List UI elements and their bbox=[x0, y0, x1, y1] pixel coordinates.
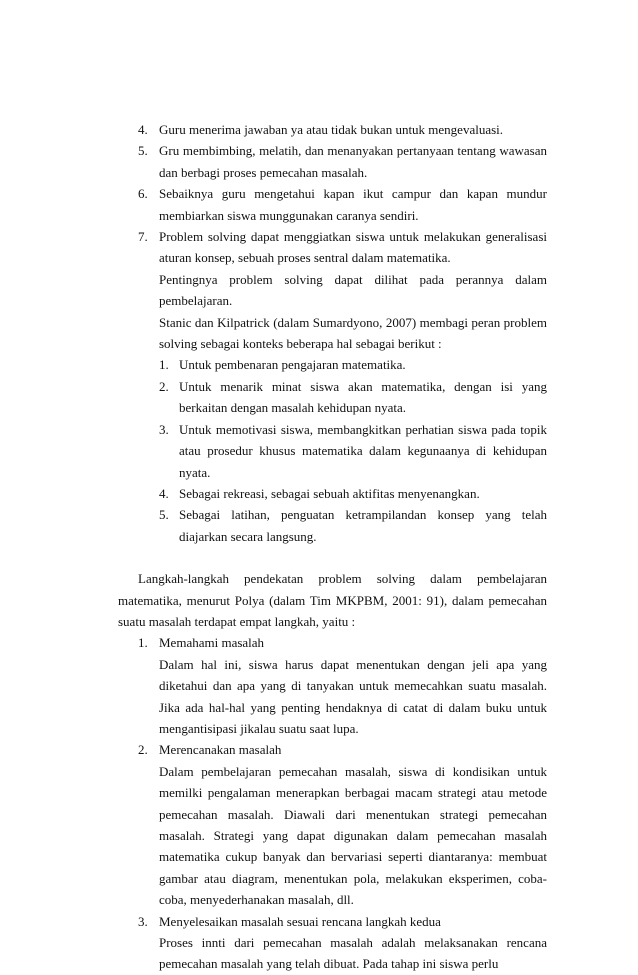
problem-solving-role-list bbox=[159, 354, 547, 547]
list-item bbox=[159, 376, 547, 419]
list-item bbox=[118, 119, 547, 140]
list-text: Sebagai latihan, penguatan ketrampilandan konsep yang telah diajarkan secara langsung. bbox=[179, 507, 547, 544]
step-number: 2. bbox=[138, 742, 148, 758]
list-text: Sebaiknya guru mengetahui kapan ikut campur dan kapan mundur membiarkan siswa munggunakan caranya sendiri. bbox=[159, 186, 547, 223]
step-title: Memahami masalah bbox=[159, 635, 265, 651]
list-text: Sebagai rekreasi, sebagai sebuah aktifitas menyenangkan. bbox=[179, 485, 480, 501]
paragraph-langkah: Langkah-langkah pendekatan problem solving dalam pembelajaran matematika, menurut Polya (dalam Tim MKPBM, 2001: 91), dalam pemecahan suatu masalah terdapat empat langkah, yaitu : bbox=[118, 571, 547, 629]
list-number: 4. bbox=[159, 485, 169, 501]
step-body: Proses innti dari pemecahan masalah adalah melaksanakan rencana pemecahan masalah yang telah dibuat. Pada tahap ini siswa perlu bbox=[159, 935, 547, 972]
list-item bbox=[159, 419, 547, 483]
list-number: 6. bbox=[138, 186, 148, 202]
list-number: 3. bbox=[159, 421, 169, 437]
step-item bbox=[118, 911, 547, 975]
list-number: 7. bbox=[138, 229, 148, 245]
list-item bbox=[159, 354, 547, 375]
list-number: 5. bbox=[159, 507, 169, 523]
list-text: Untuk pembenaran pengajaran matematika. bbox=[179, 357, 406, 373]
guru-role-list bbox=[118, 119, 547, 269]
list-number: 2. bbox=[159, 378, 169, 394]
step-number: 1. bbox=[138, 635, 148, 651]
list-text: Untuk memotivasi siswa, membangkitkan perhatian siswa pada topik atau prosedur khusus matematika dalam kegunaanya di kehidupan nyata. bbox=[179, 421, 547, 480]
step-body: Dalam pembelajaran pemecahan masalah, siswa di kondisikan untuk memilki pengalaman menerapkan berbagai macam strategi atau metode pemecahan masalah. Diawali dari menentukan strategi pemecahan masalah. Strategi yang dapat digunakan dalam pemecahan masalah matematika cukup banyak dan bervariasi seperti diantaranya: membuat gambar atau diagram, menentukan pola, melakukan eksperimen, coba-coba, menyederhanakan masalah, dll. bbox=[159, 763, 547, 908]
paragraph-stanic: Stanic dan Kilpatrick (dalam Sumardyono, 2007) membagi peran problem solving sebagai konteks beberapa hal sebagai berikut : bbox=[159, 314, 547, 352]
list-item bbox=[118, 183, 547, 226]
list-item bbox=[118, 140, 547, 183]
list-number: 4. bbox=[138, 122, 148, 137]
list-text: Gru membimbing, melatih, dan menanyakan pertanyaan tentang wawasan dan berbagi proses pemecahan masalah. bbox=[159, 143, 547, 180]
paragraph-pentingnya: Pentingnya problem solving dapat dilihat pada perannya dalam pembelajaran. bbox=[159, 271, 547, 309]
step-item bbox=[118, 632, 547, 739]
list-text: Problem solving dapat menggiatkan siswa untuk melakukan generalisasi aturan konsep, sebuah proses sentral dalam matematika. bbox=[159, 229, 547, 266]
list-item bbox=[159, 483, 547, 504]
step-body: Dalam hal ini, siswa harus dapat menentukan dengan jeli apa yang diketahui dan apa yang di tanyakan untuk memecahkan suatu masalah. Jika ada hal-hal yang penting hendaknya di catat di dalam buku untuk mengantisipasi jikalau suatu saat lupa. bbox=[159, 656, 547, 736]
step-item bbox=[118, 739, 547, 910]
list-text: Guru menerima jawaban ya atau tidak bukan untuk mengevaluasi. bbox=[159, 122, 504, 137]
page-content bbox=[118, 119, 547, 975]
step-number: 3. bbox=[138, 913, 148, 929]
list-item bbox=[118, 226, 547, 269]
step-title: Menyelesaikan masalah sesuai rencana langkah kedua bbox=[159, 913, 441, 929]
list-text: Untuk menarik minat siswa akan matematika, dengan isi yang berkaitan dengan masalah kehidupan nyata. bbox=[179, 378, 547, 416]
list-item bbox=[159, 504, 547, 547]
list-number: 1. bbox=[159, 357, 169, 373]
problem-solving-role-container bbox=[118, 354, 547, 547]
list-number: 5. bbox=[138, 143, 148, 159]
step-title: Merencanakan masalah bbox=[159, 742, 282, 758]
polya-steps-list bbox=[118, 632, 547, 975]
